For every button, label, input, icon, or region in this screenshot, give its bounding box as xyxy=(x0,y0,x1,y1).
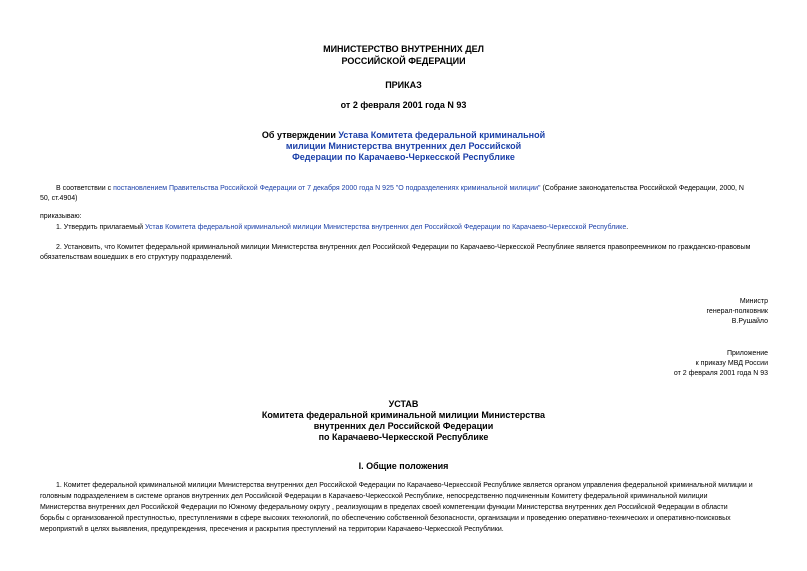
doc-date: от 2 февраля 2001 года N 93 xyxy=(340,100,467,110)
appendix-label: Приложение xyxy=(726,350,768,357)
order-word: приказываю: xyxy=(40,213,82,220)
section-1-line-1: 1. Комитет федеральной криминальной милиции Министерства внутренних дел Российской Федерации по Карачаево-Черкесской Республике является органом управления федеральной криминальной милиции и xyxy=(56,482,753,489)
charter-subtitle-3: по Карачаево-Черкесской Республике xyxy=(318,432,489,442)
section-1-heading: I. Общие положения xyxy=(358,461,449,471)
subject-line-1 xyxy=(0,130,807,141)
signature-name: В.Рушайло xyxy=(731,318,768,325)
charter-subtitle-1: Комитета федеральной криминальной милиции Министерства xyxy=(261,410,546,420)
charter-link-part-3[interactable]: Федерации по Карачаево-Черкесской Республике xyxy=(292,152,515,162)
signature-rank: генерал-полковник xyxy=(706,308,768,315)
intro-suffix: (Собрание законодательства Российской Федерации, 2000, N xyxy=(540,185,744,192)
item-2-line-1: 2. Установить, что Комитет федеральной криминальной милиции Министерства внутренних дел Российской Федерации по Карачаево-Черкесской Республике является правопреемником по гражданско-правовым xyxy=(56,244,751,251)
charter-subtitle-2: внутренних дел Российской Федерации xyxy=(313,421,494,431)
appendix-date: от 2 февраля 2001 года N 93 xyxy=(673,370,768,377)
section-1-line-5: мероприятий в целях выявления, предупреждения, пресечения и раскрытия преступлений на территории Карачаево-Черкесской Республики. xyxy=(40,526,504,533)
intro-line-2: 50, ст.4904) xyxy=(40,195,78,202)
charter-title: УСТАВ xyxy=(388,399,419,409)
ministry-line-2: РОССИЙСКОЙ ФЕДЕРАЦИИ xyxy=(341,56,466,66)
charter-link[interactable]: Устав Комитета федеральной криминальной милиции Министерства внутренних дел Российской Федерации по Карачаево-Черкесской Республике xyxy=(144,224,627,231)
charter-link-part-1[interactable]: Устава Комитета федеральной криминальной xyxy=(338,130,546,140)
item-1 xyxy=(56,223,628,233)
intro-prefix: В соответствии с xyxy=(56,185,114,192)
item-2-line-2: обязательствам вошедших в его структуру подразделений. xyxy=(40,254,233,261)
item-1-prefix: 1. Утвердить прилагаемый xyxy=(56,224,145,231)
charter-link-part-2[interactable]: милиции Министерства внутренних дел Российской xyxy=(285,141,522,151)
subject-prefix: Об утверждении xyxy=(261,130,339,140)
appendix-ref: к приказу МВД России xyxy=(695,360,768,367)
section-1-line-3: Министерства внутренних дел Российской Федерации по Южному федеральному округу , реализующим в пределах своей компетенции функции Министерства внутренних дел Российской Федерации в области xyxy=(40,504,728,511)
signature-title: Министр xyxy=(739,298,768,305)
item-1-suffix: . xyxy=(626,224,629,231)
section-1-line-2: головным подразделением в системе органов внутренних дел Российской Федерации в Карачаево-Черкесской Республике, непосредственно подчиненным Комитету федеральной криминальной милиции xyxy=(40,493,708,500)
section-1-line-4: борьбы с организованной преступностью, преступлениями в сфере высоких технологий, по обеспечению собственной безопасности, организации и проведению оперативно-технических и оперативно-поисковых xyxy=(40,515,731,522)
intro-line-1 xyxy=(56,184,776,194)
ministry-line-1: МИНИСТЕРСТВО ВНУТРЕННИХ ДЕЛ xyxy=(323,44,484,54)
doc-type: ПРИКАЗ xyxy=(385,80,422,90)
government-decree-link[interactable]: постановлением Правительства Российской Федерации от 7 декабря 2000 года N 925 "О подразделениях криминальной милиции" xyxy=(113,185,541,192)
